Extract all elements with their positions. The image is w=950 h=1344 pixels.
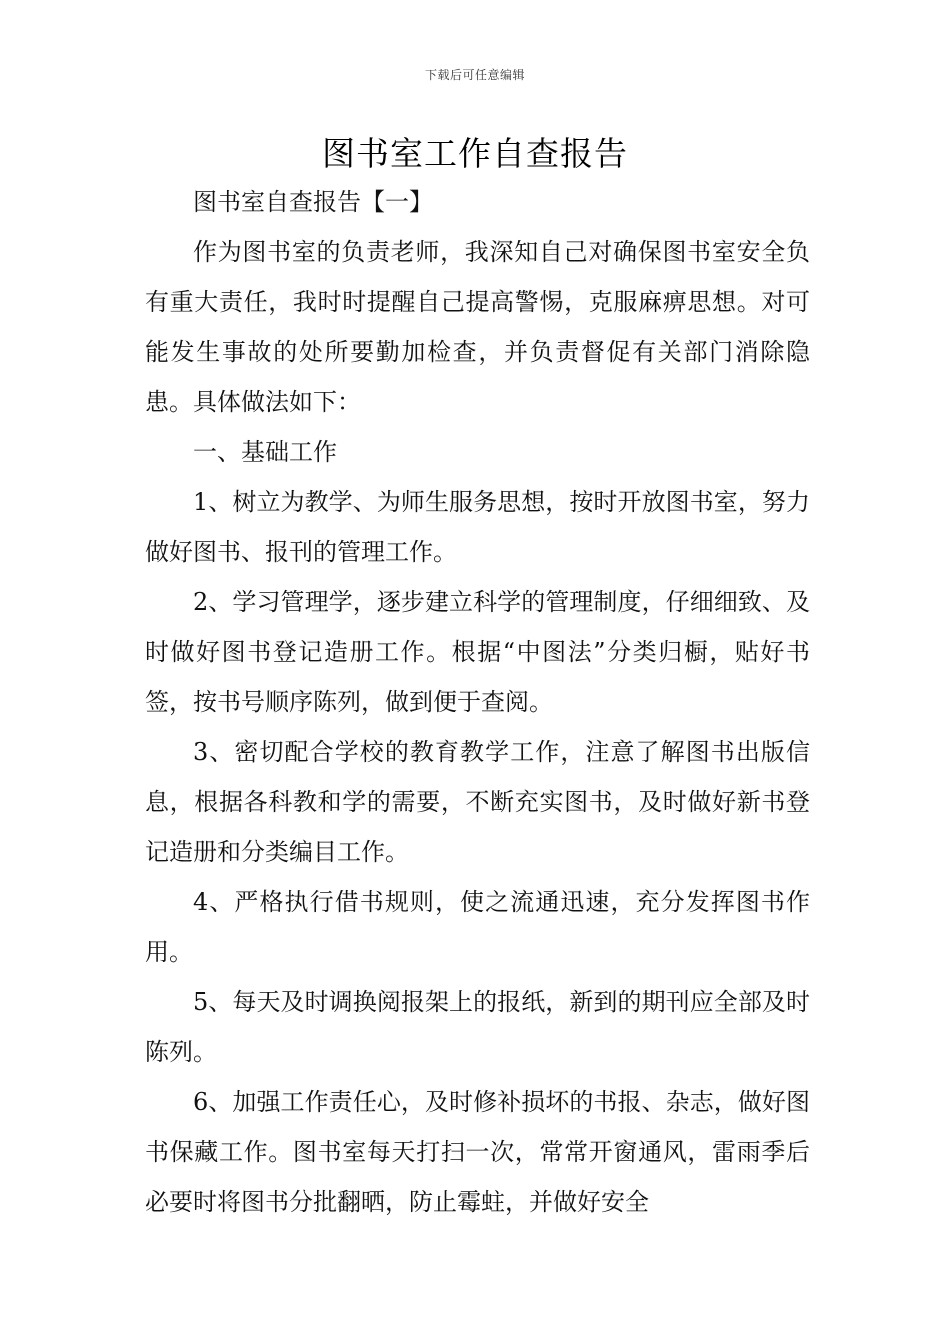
list-item-3: 3、密切配合学校的教育教学工作，注意了解图书出版信息，根据各科教和学的需要，不断充实图书，及时做好新书登记造册和分类编目工作。 — [145, 738, 810, 866]
document-body — [145, 177, 810, 1227]
list-item-5: 5、每天及时调换阅报架上的报纸，新到的期刊应全部及时陈列。 — [145, 988, 810, 1066]
list-item-4: 4、严格执行借书规则，使之流通迅速，充分发挥图书作用。 — [145, 888, 810, 966]
section-heading: 图书室自查报告【一】 — [193, 188, 433, 216]
list-item-1: 1、树立为教学、为师生服务思想，按时开放图书室，努力做好图书、报刊的管理工作。 — [145, 488, 810, 566]
list-item-6: 6、加强工作责任心，及时修补损坏的书报、杂志，做好图书保藏工作。图书室每天打扫一次，常常开窗通风，雷雨季后必要时将图书分批翻晒，防止霉蛀，并做好安全 — [145, 1088, 810, 1216]
intro-paragraph: 作为图书室的负责老师，我深知自己对确保图书室安全负有重大责任，我时时提醒自己提高警惕，克服麻痹思想。对可能发生事故的处所要勤加检查，并负责督促有关部门消除隐患。具体做法如下： — [145, 238, 810, 416]
header-note: 下载后可任意编辑 — [424, 68, 525, 82]
part-one-heading: 一、基础工作 — [193, 438, 337, 466]
list-item-2: 2、学习管理学，逐步建立科学的管理制度，仔细细致、及时做好图书登记造册工作。根据“中图法”分类归橱，贴好书签，按书号顺序陈列，做到便于查阅。 — [145, 588, 810, 716]
document-title: 图书室工作自查报告 — [322, 134, 628, 173]
